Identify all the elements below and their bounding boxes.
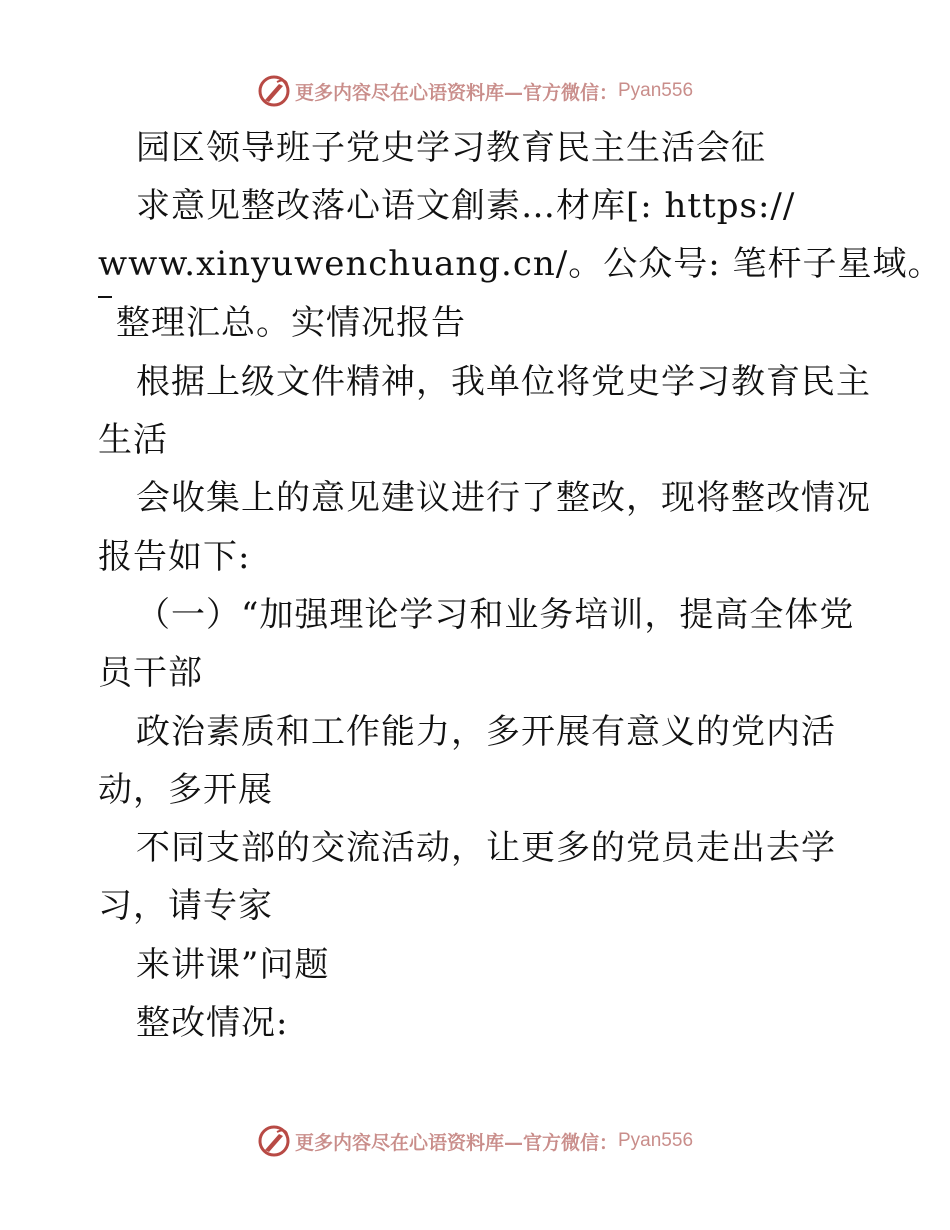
- footer-wechat-id: Pyan556: [618, 1130, 694, 1151]
- overline-mark: [98, 296, 112, 298]
- document-line: 园区领导班子党史学习教育民主生活会征: [136, 128, 766, 168]
- pen-logo-icon: [257, 74, 291, 108]
- document-line: 不同支部的交流活动，让更多的党员走出去学: [136, 828, 836, 868]
- document-line: 政治素质和工作能力，多开展有意义的党内活: [136, 712, 836, 752]
- document-line: 生活: [98, 420, 168, 460]
- document-line: 来讲课”问题: [136, 945, 330, 985]
- header-banner: [0, 71, 950, 111]
- document-line: 求意见整改落心语文創素…材库[: https://: [136, 186, 796, 226]
- header-banner-text: 更多内容尽在心语资料库—官方微信：: [294, 81, 618, 104]
- document-line: 会收集上的意见建议进行了整改，现将整改情况: [136, 478, 871, 518]
- footer-banner-text: 更多内容尽在心语资料库—官方微信：: [294, 1131, 618, 1154]
- document-line: 整理汇总。实情况报告: [116, 303, 466, 343]
- pen-logo-icon: [257, 1124, 291, 1158]
- document-line: www.xinyuwenchuang.cn/。公众号: 笔杆子星域。: [98, 244, 943, 284]
- document-line: 习，请专家: [98, 886, 273, 926]
- header-wechat-id: Pyan556: [618, 80, 694, 101]
- document-line: 整改情况:: [136, 1003, 289, 1043]
- document-line: （一）“加强理论学习和业务培训，提高全体党: [136, 595, 855, 635]
- footer-banner: [0, 1121, 950, 1161]
- document-line: 根据上级文件精神，我单位将党史学习教育民主: [136, 362, 871, 402]
- document-line: 动，多开展: [98, 770, 273, 810]
- document-line: 报告如下:: [98, 537, 251, 577]
- document-line: 员干部: [98, 653, 203, 693]
